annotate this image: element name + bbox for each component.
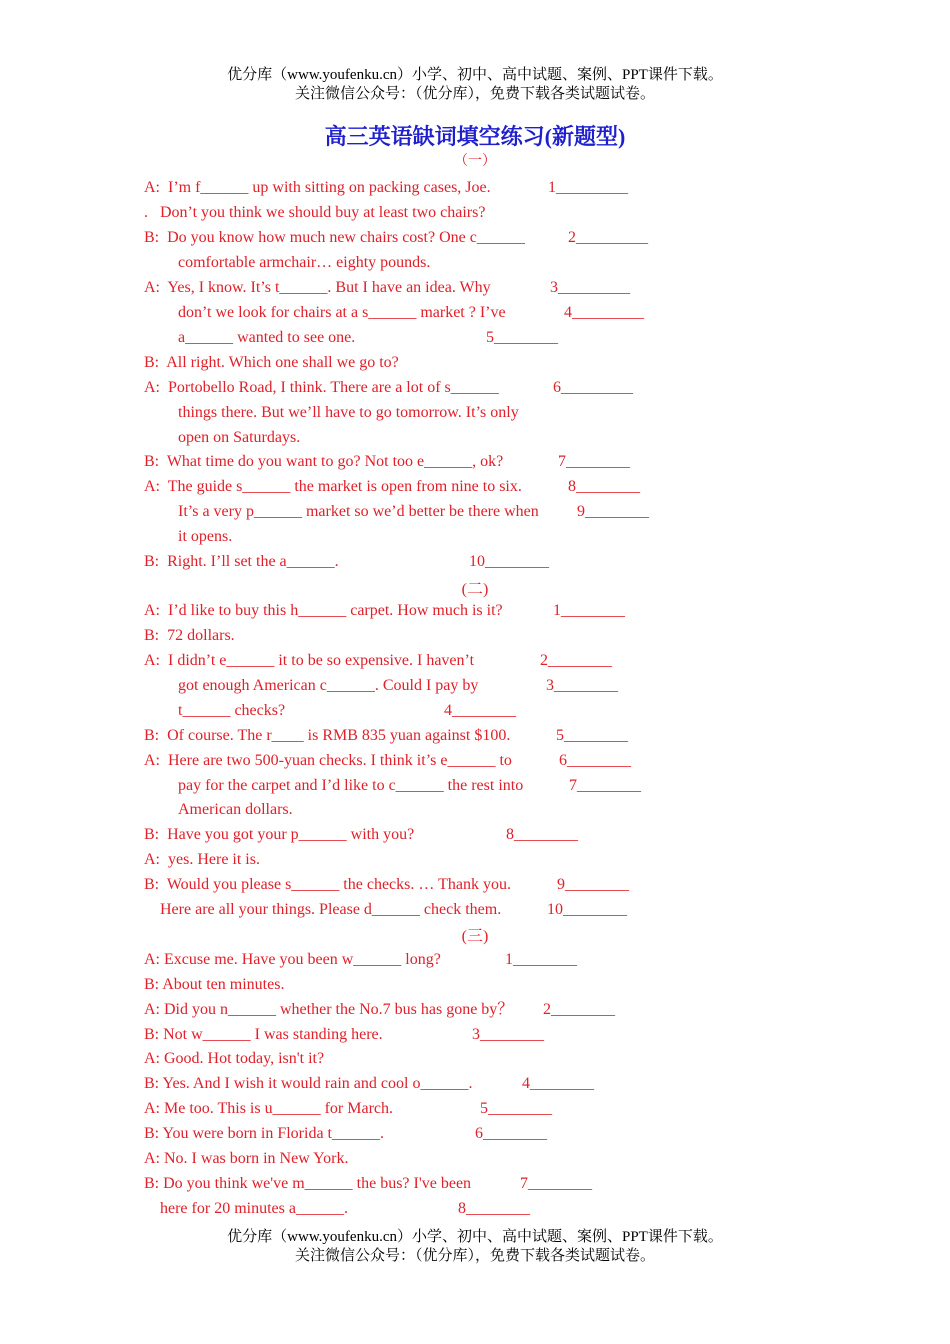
- answer-blank: 4_________: [564, 304, 644, 321]
- dialogue-line: B: Have you got your p______ with you?: [144, 826, 415, 843]
- answer-blank: 6_________: [553, 379, 633, 396]
- answer-blank: 1________: [553, 602, 625, 619]
- page-header: [0, 66, 950, 104]
- dialogue-line: American dollars.: [178, 801, 293, 818]
- dialogue-line: A: I’d like to buy this h______ carpet. How much is it?: [144, 602, 503, 619]
- dialogue-line: B: You were born in Florida t______.: [144, 1125, 384, 1142]
- answer-blank: 1_________: [548, 179, 628, 196]
- dialogue-line: B: Of course. The r____ is RMB 835 yuan against $100.: [144, 727, 511, 744]
- dialogue-line: B: Do you think we've m______ the bus? I've been: [144, 1175, 472, 1192]
- dialogue-line: A: Did you n______ whether the No.7 bus has gone by？: [144, 1001, 514, 1018]
- page-title: 高三英语缺词填空练习(新题型): [324, 124, 626, 149]
- dialogue-line: comfortable armchair… eighty pounds.: [178, 254, 431, 271]
- answer-blank: 7________: [558, 453, 630, 470]
- dialogue-line: A: Good. Hot today, isn't it?: [144, 1050, 325, 1067]
- answer-blank: 5________: [480, 1100, 552, 1117]
- answer-blank: 8________: [506, 826, 578, 843]
- dialogue-line: got enough American c______. Could I pay by: [178, 677, 479, 694]
- page-footer: [0, 1228, 950, 1266]
- dialogue-line: B: Yes. And I wish it would rain and cool o______.: [144, 1075, 473, 1092]
- answer-blank: 3________: [546, 677, 618, 694]
- dialogue-line: here for 20 minutes a______.: [160, 1200, 348, 1217]
- dialogue-line: A: Excuse me. Have you been w______ long?: [144, 951, 441, 968]
- dialogue-line: B: Do you know how much new chairs cost? One c______: [144, 229, 525, 246]
- dialogue-line: a______ wanted to see one.: [178, 329, 356, 346]
- footer-line-1: 优分库（www.youfenku.cn）小学、初中、高中试题、案例、PPT课件下载。: [227, 1229, 723, 1245]
- answer-blank: 2________: [543, 1001, 615, 1018]
- dialogue-line: Here are all your things. Please d______ check them.: [160, 901, 502, 918]
- answer-blank: 4________: [522, 1075, 594, 1092]
- footer-line-2: 关注微信公众号：（优分库），免费下载各类试题试卷。: [294, 1248, 655, 1264]
- dialogue-line: B: Right. I’ll set the a______.: [144, 553, 339, 570]
- section-2-heading: (二): [461, 581, 489, 598]
- dialogue-line: A: Me too. This is u______ for March.: [144, 1100, 394, 1117]
- header-line-1: 优分库（www.youfenku.cn）小学、初中、高中试题、案例、PPT课件下载。: [227, 67, 723, 83]
- answer-blank: 8________: [568, 478, 640, 495]
- dialogue-line: it opens.: [178, 528, 233, 545]
- dialogue-line: B: About ten minutes.: [144, 976, 285, 993]
- answer-blank: 8________: [458, 1200, 530, 1217]
- dialogue-line: A: Portobello Road, I think. There are a lot of s______: [144, 379, 499, 396]
- dialogue-line: A: I didn’t e______ it to be so expensive. I haven’t: [144, 652, 475, 669]
- answer-blank: 1________: [505, 951, 577, 968]
- answer-blank: 3________: [472, 1026, 544, 1043]
- dialogue-line: B: Not w______ I was standing here.: [144, 1026, 383, 1043]
- dialogue-line: It’s a very p______ market so we’d better be there when: [178, 503, 539, 520]
- answer-blank: 6________: [475, 1125, 547, 1142]
- answer-blank: 3_________: [550, 279, 630, 296]
- dialogue-line: B: 72 dollars.: [144, 627, 235, 644]
- dialogue-line: open on Saturdays.: [178, 429, 301, 446]
- dialogue-line: A: Yes, I know. It’s t______. But I have an idea. Why: [144, 279, 491, 296]
- answer-blank: 9________: [557, 876, 629, 893]
- section-1-heading: （一）: [454, 154, 496, 169]
- dialogue-line: don’t we look for chairs at a s______ market ? I’ve: [178, 304, 506, 321]
- answer-blank: 9________: [577, 503, 649, 520]
- dialogue-line: . Don’t you think we should buy at least two chairs?: [144, 204, 486, 221]
- dialogue-line: pay for the carpet and I’d like to c______ the rest into: [178, 777, 524, 794]
- dialogue-line: B: What time do you want to go? Not too e______, ok?: [144, 453, 504, 470]
- dialogue-line: A: The guide s______ the market is open from nine to six.: [144, 478, 522, 495]
- dialogue-line: A: I’m f______ up with sitting on packing cases, Joe.: [144, 179, 491, 196]
- answer-blank: 4________: [444, 702, 516, 719]
- dialogue-line: A: yes. Here it is.: [144, 851, 260, 868]
- answer-blank: 6________: [559, 752, 631, 769]
- dialogue-line: A: No. I was born in New York.: [144, 1150, 349, 1167]
- answer-blank: 2_________: [568, 229, 648, 246]
- dialogue-line: B: All right. Which one shall we go to?: [144, 354, 399, 371]
- answer-blank: 7________: [520, 1175, 592, 1192]
- answer-blank: 7________: [569, 777, 641, 794]
- answer-blank: 5________: [486, 329, 558, 346]
- dialogue-line: things there. But we’ll have to go tomorrow. It’s only: [178, 404, 519, 421]
- answer-blank: 10________: [469, 553, 549, 570]
- section-3-heading: (三): [461, 928, 489, 945]
- answer-blank: 10________: [547, 901, 627, 918]
- header-line-2: 关注微信公众号：（优分库），免费下载各类试题试卷。: [294, 86, 655, 102]
- dialogue-line: t______ checks?: [178, 702, 286, 719]
- answer-blank: 5________: [556, 727, 628, 744]
- dialogue-line: B: Would you please s______ the checks. … Thank you.: [144, 876, 511, 893]
- dialogue-line: A: Here are two 500-yuan checks. I think it’s e______ to: [144, 752, 512, 769]
- answer-blank: 2________: [540, 652, 612, 669]
